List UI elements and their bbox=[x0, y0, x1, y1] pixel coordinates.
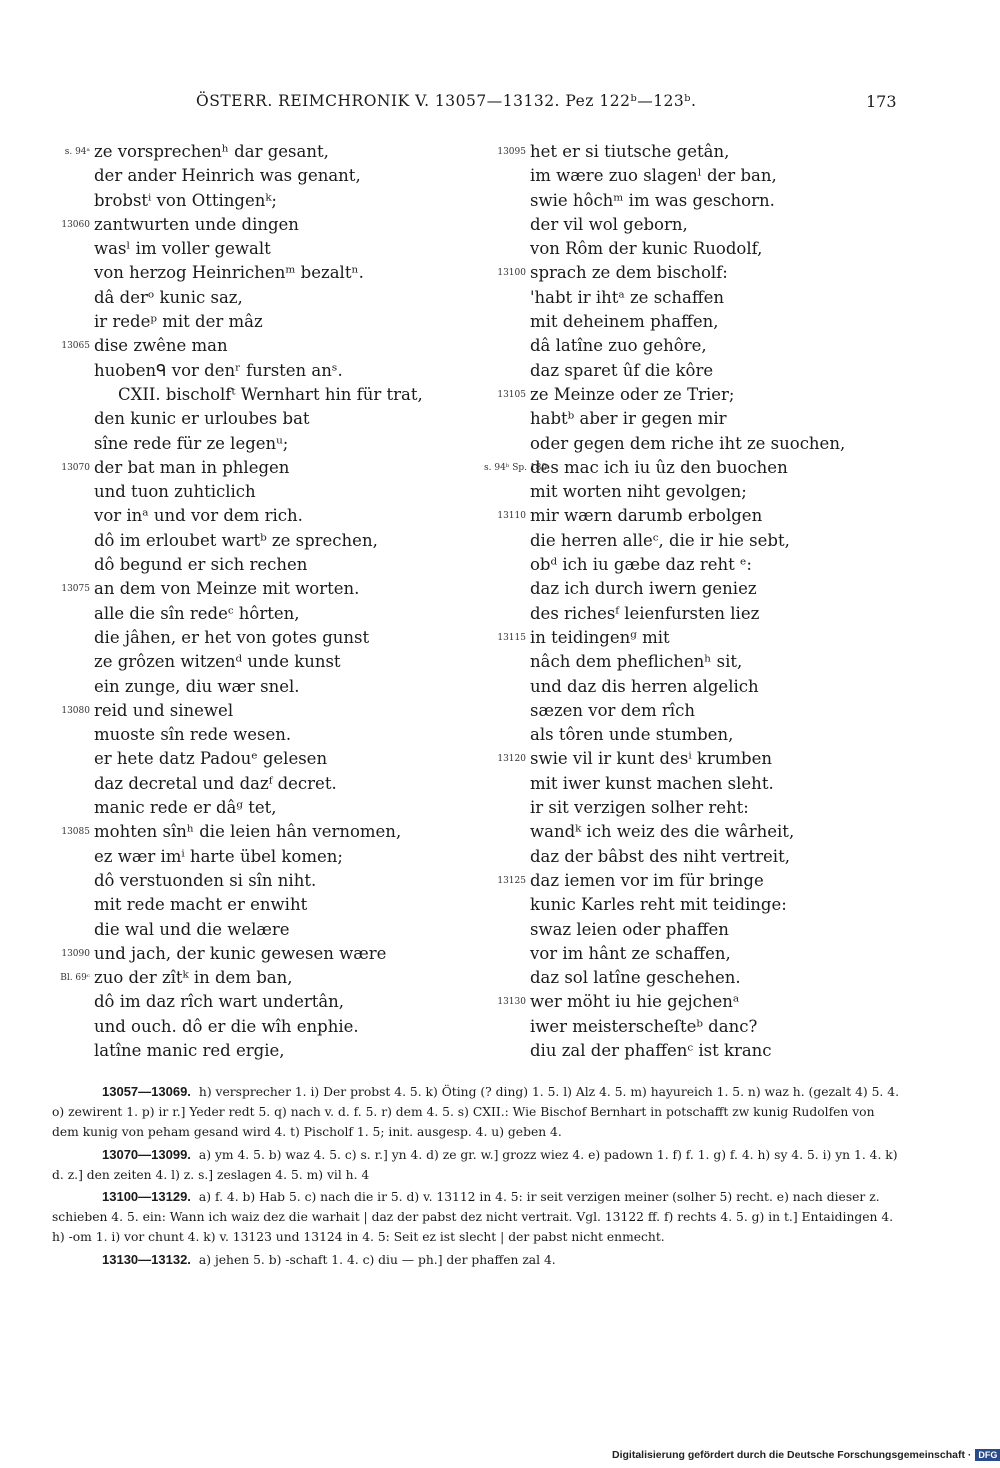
note-block bbox=[52, 1187, 900, 1248]
left-verse-column bbox=[48, 140, 468, 1063]
verse-text: swie vil ir kunt desⁱ krumben bbox=[530, 749, 773, 769]
note-block bbox=[52, 1082, 900, 1143]
dfg-logo: DFG bbox=[975, 1449, 1000, 1461]
verse-line bbox=[484, 966, 884, 990]
verse-line bbox=[484, 456, 884, 480]
verse-line bbox=[48, 893, 468, 917]
verse-text: vor inᵃ und vor dem rich. bbox=[94, 506, 303, 526]
verse-text: die herren alleᶜ, die ir hie sebt, bbox=[530, 530, 790, 550]
verse-line bbox=[48, 772, 468, 796]
note-block bbox=[52, 1250, 900, 1270]
verse-text: habtᵇ aber ir gegen mir bbox=[530, 409, 727, 429]
verse-line bbox=[484, 407, 884, 431]
line-number: 13075 bbox=[61, 584, 90, 595]
verse-line bbox=[484, 918, 884, 942]
verse-line bbox=[484, 699, 884, 723]
verse-line bbox=[484, 747, 884, 771]
verse-line bbox=[484, 383, 884, 407]
verse-text: ir redeᵖ mit der mâz bbox=[94, 312, 263, 332]
line-number: 13060 bbox=[61, 219, 90, 230]
verse-text: muoste sîn rede wesen. bbox=[94, 725, 292, 745]
verse-line bbox=[484, 675, 884, 699]
verse-line bbox=[484, 480, 884, 504]
verse-line bbox=[484, 504, 884, 528]
verse-text: zuo der zîtᵏ in dem ban, bbox=[94, 968, 293, 988]
verse-text: dô begund er sich rechen bbox=[94, 555, 308, 575]
verse-text: dô verstuonden si sîn niht. bbox=[94, 870, 317, 890]
verse-text: huobenᑫ vor denʳ fursten anˢ. bbox=[94, 360, 343, 380]
verse-text: mit worten niht gevolgen; bbox=[530, 482, 747, 502]
line-number: 13065 bbox=[61, 341, 90, 352]
verse-text: oder gegen dem riche iht ze suochen, bbox=[530, 433, 846, 453]
verse-line bbox=[48, 699, 468, 723]
verse-line bbox=[48, 383, 468, 407]
right-verse-column bbox=[484, 140, 884, 1063]
verse-text: die wal und die welære bbox=[94, 919, 290, 939]
verse-text: daz der bâbst des niht vertreit, bbox=[530, 846, 790, 866]
verse-text: des richesᶠ leienfursten liez bbox=[530, 603, 760, 623]
verse-line bbox=[48, 213, 468, 237]
verse-text: dâ latîne zuo gehôre, bbox=[530, 336, 707, 356]
verse-text: CXII. bischolfᵗ Wernhart hin für trat, bbox=[118, 384, 423, 404]
verse-line bbox=[48, 577, 468, 601]
verse-line bbox=[48, 456, 468, 480]
verse-line bbox=[484, 164, 884, 188]
verse-line bbox=[48, 602, 468, 626]
verse-line bbox=[484, 602, 884, 626]
verse-text: dise zwêne man bbox=[94, 336, 228, 356]
line-number: 13080 bbox=[61, 705, 90, 716]
verse-line bbox=[484, 990, 884, 1014]
verse-line bbox=[484, 893, 884, 917]
verse-line bbox=[48, 626, 468, 650]
verse-text: und tuon zuhticlich bbox=[94, 482, 256, 502]
verse-text: und ouch. dô er die wîh enphie. bbox=[94, 1016, 359, 1036]
line-number: 13085 bbox=[61, 827, 90, 838]
note-text: h) versprecher 1. i) Der probst 4. 5. k) Öting (? ding) 1. 5. l) Alz 4. 5. m) hayureich 1. 5. n) waz h. (gezalt 4) 5. 4. o) zewirent 1. p) ir r.] Yeder redt 5. q) nach v. d. f. 5. r) dem 4. 5. s) CXII.: Wie Bischof Bernhart in potschafft zw kunig Rudolfen von dem kunig von peham gesand wird 4. t) Pischolf 1. 5; init. ausgesp. 4. u) geben 4. bbox=[52, 1085, 899, 1140]
verse-text: brobstⁱ von Ottingenᵏ; bbox=[94, 190, 277, 210]
verse-text: dô im erloubet wartᵇ ze sprechen, bbox=[94, 530, 378, 550]
verse-line bbox=[48, 1015, 468, 1039]
verse-line bbox=[48, 237, 468, 261]
note-text: a) jehen 5. b) -schaft 1. 4. c) diu — ph.] der phaffen zal 4. bbox=[198, 1252, 556, 1267]
verse-text: im wære zuo slagenˡ der ban, bbox=[530, 166, 777, 186]
verse-text: sæzen vor dem rîch bbox=[530, 700, 695, 720]
verse-line bbox=[48, 529, 468, 553]
verse-line bbox=[484, 772, 884, 796]
verse-text: der ander Heinrich was genant, bbox=[94, 166, 361, 186]
verse-line bbox=[48, 942, 468, 966]
verse-text: dô im daz rîch wart undertân, bbox=[94, 992, 345, 1012]
verse-line bbox=[484, 261, 884, 285]
line-number: 13115 bbox=[497, 632, 526, 643]
verse-text: swie hôchᵐ im was geschorn. bbox=[530, 190, 775, 210]
verse-line bbox=[48, 675, 468, 699]
verse-text: mit rede macht er enwiht bbox=[94, 895, 308, 915]
line-number: 13120 bbox=[497, 754, 526, 765]
note-block bbox=[52, 1145, 900, 1185]
verse-text: wandᵏ ich weiz des die wârheit, bbox=[530, 822, 795, 842]
verse-line bbox=[48, 796, 468, 820]
verse-text: nâch dem pheflichenʰ sit, bbox=[530, 652, 743, 672]
verse-line bbox=[484, 334, 884, 358]
verse-line bbox=[48, 140, 468, 164]
verse-text: daz sol latîne geschehen. bbox=[530, 968, 741, 988]
verse-line bbox=[48, 869, 468, 893]
verse-text: kunic Karles reht mit teidinge: bbox=[530, 895, 787, 915]
verse-line bbox=[484, 820, 884, 844]
verse-line bbox=[484, 796, 884, 820]
verse-line bbox=[48, 723, 468, 747]
verse-text: 'habt ir ihtᵃ ze schaffen bbox=[530, 287, 724, 307]
verse-text: der vil wol geborn, bbox=[530, 214, 688, 234]
verse-line bbox=[484, 577, 884, 601]
verse-line bbox=[484, 869, 884, 893]
verse-line bbox=[48, 286, 468, 310]
note-range: 13100—13129. bbox=[102, 1189, 191, 1205]
line-number: 13070 bbox=[61, 462, 90, 473]
verse-line bbox=[48, 432, 468, 456]
verse-text: latîne manic red ergie, bbox=[94, 1040, 285, 1060]
verse-line bbox=[48, 845, 468, 869]
verse-line bbox=[484, 359, 884, 383]
verse-line bbox=[484, 310, 884, 334]
verse-text: het er si tiutsche getân, bbox=[530, 142, 730, 161]
verse-text: alle die sîn redeᶜ hôrten, bbox=[94, 603, 300, 623]
verse-line bbox=[484, 553, 884, 577]
verse-line bbox=[484, 650, 884, 674]
line-number: 13110 bbox=[497, 511, 526, 522]
running-title: ÖSTERR. REIMCHRONIK V. 13057—13132. Pez 122ᵇ—123ᵇ. bbox=[196, 92, 697, 110]
verse-line bbox=[48, 820, 468, 844]
verse-text: des mac ich iu ûz den buochen bbox=[530, 457, 788, 477]
line-number: 13095 bbox=[497, 147, 526, 157]
note-text: a) f. 4. b) Hab 5. c) nach die ir 5. d) v. 13112 in 4. 5: ir seit verzigen meiner (solher 5) recht. e) nach dieser z. schieben 4. 5. ein: Wann ich waiz dez die warhait | daz der pabst dez nicht vertrait. Vgl. 13122 ff. f) rechts 4. 5. g) in t.] Entaidingen 4. h) -om 1. i) vor chunt 4. k) v. 13123 und 13124 in 4. 5: Seit ez ist slecht | der pabst nicht enmecht. bbox=[52, 1190, 894, 1245]
verse-text: daz sparet ûf die kôre bbox=[530, 360, 714, 380]
verse-text: zantwurten unde dingen bbox=[94, 214, 299, 234]
verse-text: mohten sînʰ die leien hân vernomen, bbox=[94, 822, 402, 842]
verse-text: manic rede er dâᵍ tet, bbox=[94, 798, 277, 818]
verse-line bbox=[48, 189, 468, 213]
verse-line bbox=[484, 626, 884, 650]
verse-text: als tôren unde stumben, bbox=[530, 725, 734, 745]
line-number: 13125 bbox=[497, 875, 526, 886]
page-header bbox=[0, 92, 1000, 116]
verse-text: die jâhen, er het von gotes gunst bbox=[94, 627, 370, 647]
verse-line bbox=[484, 1039, 884, 1063]
verse-line bbox=[48, 504, 468, 528]
verse-line bbox=[484, 237, 884, 261]
verse-line bbox=[48, 334, 468, 358]
note-text: a) ym 4. 5. b) waz 4. 5. c) s. r.] yn 4. d) ze gr. w.] grozz wiez 4. e) padown 1. f) f. 1. g) f. 4. h) sy 4. 5. i) yn 1. 4. k) d. z.] den zeiten 4. l) z. s.] zeslagen 4. 5. m) vil h. 4 bbox=[52, 1147, 898, 1182]
verse-text: ir sit verzigen solher reht: bbox=[530, 798, 749, 818]
line-number: 13090 bbox=[61, 948, 90, 959]
verse-text: in teidingenᵍ mit bbox=[530, 627, 670, 647]
note-range: 13057—13069. bbox=[102, 1084, 191, 1099]
line-number: 13130 bbox=[497, 997, 526, 1008]
verse-text: dâ derᵒ kunic saz, bbox=[94, 287, 243, 307]
verse-line bbox=[48, 1039, 468, 1063]
page-number: 173 bbox=[866, 92, 897, 111]
verse-text: iwer meisterscheſteᵇ danc? bbox=[530, 1016, 758, 1036]
verse-text: sîne rede für ze legenᵘ; bbox=[94, 433, 289, 453]
verse-line bbox=[48, 990, 468, 1014]
line-number: Bl. 69ᶜ bbox=[60, 973, 90, 984]
verse-text: von Rôm der kunic Ruodolf, bbox=[530, 239, 763, 259]
verse-text: ein zunge, diu wær snel. bbox=[94, 676, 300, 696]
credit-text: Digitalisierung gefördert durch die Deutsche Forschungsgemeinschaft · bbox=[612, 1449, 972, 1461]
verse-text: und daz dis herren algelich bbox=[530, 676, 759, 696]
verse-line bbox=[48, 359, 468, 383]
verse-text: diu zal der phaffenᶜ ist kranc bbox=[530, 1040, 772, 1060]
verse-line bbox=[48, 966, 468, 990]
note-range: 13130—13132. bbox=[102, 1251, 191, 1267]
verse-text: der bat man in phlegen bbox=[94, 457, 290, 477]
verse-line bbox=[484, 942, 884, 966]
verse-line bbox=[484, 189, 884, 213]
verse-text: daz iemen vor im für bringe bbox=[530, 870, 764, 890]
verse-text: mit deheinem phaffen, bbox=[530, 312, 719, 332]
verse-text: und jach, der kunic gewesen wære bbox=[94, 943, 387, 963]
verse-line bbox=[484, 213, 884, 237]
line-number: 13100 bbox=[497, 268, 526, 279]
verse-text: er hete datz Padouᵉ gelesen bbox=[94, 749, 328, 769]
verse-line bbox=[48, 553, 468, 577]
digitization-credit bbox=[612, 1449, 1000, 1461]
verse-line bbox=[48, 650, 468, 674]
verse-text: swaz leien oder phaffen bbox=[530, 919, 729, 939]
verse-text: mit iwer kunst machen sleht. bbox=[530, 773, 774, 793]
verse-text: ze grôzen witzenᵈ unde kunst bbox=[94, 652, 341, 672]
verse-text: daz decretal und dazᶠ decret. bbox=[94, 773, 337, 793]
verse-text: ez wær imⁱ harte übel komen; bbox=[94, 846, 343, 866]
verse-line bbox=[484, 286, 884, 310]
verse-line bbox=[48, 310, 468, 334]
verse-text: sprach ze dem bischolf: bbox=[530, 263, 728, 283]
verse-text: ze vorsprechenʰ dar gesant, bbox=[94, 142, 329, 161]
verse-text: an dem von Meinze mit worten. bbox=[94, 579, 360, 599]
verse-text: wasˡ im voller gewalt bbox=[94, 239, 271, 259]
verse-line bbox=[48, 261, 468, 285]
verse-line bbox=[484, 1015, 884, 1039]
verse-text: reid und sinewel bbox=[94, 700, 234, 720]
verse-text: vor im hânt ze schaffen, bbox=[530, 943, 731, 963]
verse-line bbox=[48, 407, 468, 431]
verse-text: daz ich durch iwern geniez bbox=[530, 579, 757, 599]
critical-apparatus bbox=[52, 1082, 900, 1272]
line-number: 13105 bbox=[497, 389, 526, 400]
verse-line bbox=[484, 529, 884, 553]
note-range: 13070—13099. bbox=[102, 1146, 191, 1162]
verse-line bbox=[48, 918, 468, 942]
verse-text: obᵈ ich iu gæbe daz reht ᵉ: bbox=[530, 555, 752, 575]
verse-line bbox=[484, 140, 884, 164]
verse-text: den kunic er urloubes bat bbox=[94, 409, 310, 429]
line-number: s. 94ᵇ Sp. 180 bbox=[484, 462, 548, 473]
verse-line bbox=[48, 164, 468, 188]
verse-text: von herzog Heinrichenᵐ bezaltⁿ. bbox=[94, 263, 364, 283]
line-number: s. 94ᵃ bbox=[64, 147, 90, 157]
verse-text: mir wærn darumb erbolgen bbox=[530, 506, 763, 526]
verse-line bbox=[48, 747, 468, 771]
verse-text: wer möht iu hie gejchenᵃ bbox=[530, 992, 740, 1012]
verse-line bbox=[484, 845, 884, 869]
verse-line bbox=[48, 480, 468, 504]
verse-text: ze Meinze oder ze Trier; bbox=[530, 384, 735, 404]
verse-line bbox=[484, 723, 884, 747]
verse-line bbox=[484, 432, 884, 456]
